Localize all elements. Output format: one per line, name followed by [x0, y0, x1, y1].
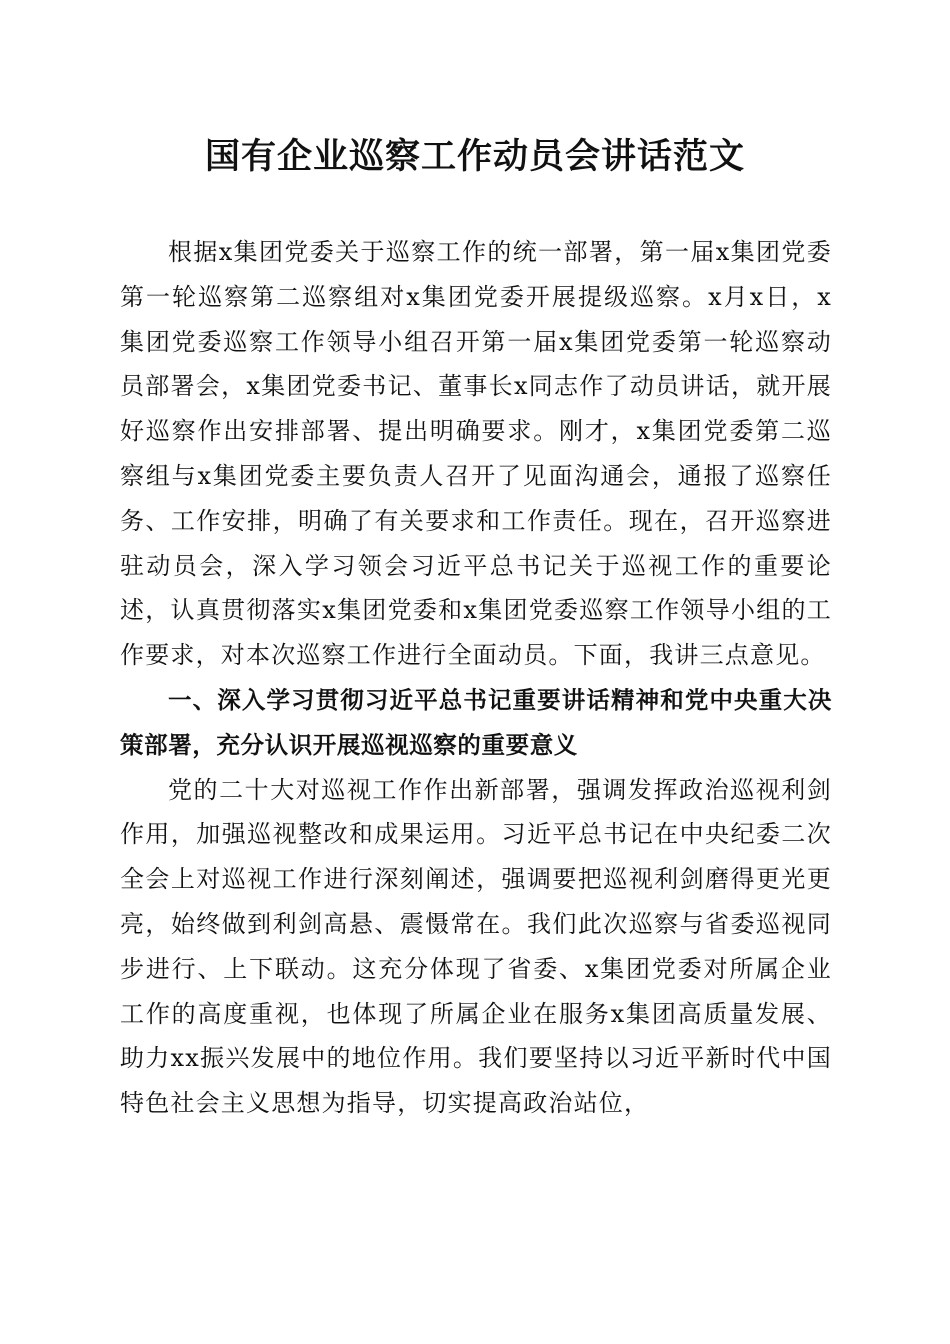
document-body	[120, 230, 832, 1126]
intro-paragraph: 根据x集团党委关于巡察工作的统一部署，第一届x集团党委第一轮巡察第二巡察组对x集团党委开展提级巡察。x月x日，x集团党委巡察工作领导小组召开第一届x集团党委第一轮巡察动员部署会，x集团党委书记、董事长x同志作了动员讲话，就开展好巡察作出安排部署、提出明确要求。刚才，x集团党委第二巡察组与x集团党委主要负责人召开了见面沟通会，通报了巡察任务、工作安排，明确了有关要求和工作责任。现在，召开巡察进驻动员会，深入学习领会习近平总书记关于巡视工作的重要论述，认真贯彻落实x集团党委和x集团党委巡察工作领导小组的工作要求，对本次巡察工作进行全面动员。下面，我讲三点意见。	[120, 238, 832, 670]
section-1-paragraph: 党的二十大对巡视工作作出新部署，强调发挥政治巡视利剑作用，加强巡视整改和成果运用。习近平总书记在中央纪委二次全会上对巡视工作进行深刻阐述，强调要把巡视利剑磨得更光更亮，始终做到利剑高悬、震慑常在。我们此次巡察与省委巡视同步进行、上下联动。这充分体现了省委、x集团党委对所属企业工作的高度重视，也体现了所属企业在服务x集团高质量发展、助力xx振兴发展中的地位作用。我们要坚持以习近平新时代中国特色社会主义思想为指导，切实提高政治站位，	[120, 775, 832, 1118]
document-title: 国有企业巡察工作动员会讲话范文	[204, 136, 745, 177]
section-heading-1: 一、深入学习贯彻习近平总书记重要讲话精神和党中央重大决策部署，充分认识开展巡视巡察的重要意义	[120, 685, 832, 759]
